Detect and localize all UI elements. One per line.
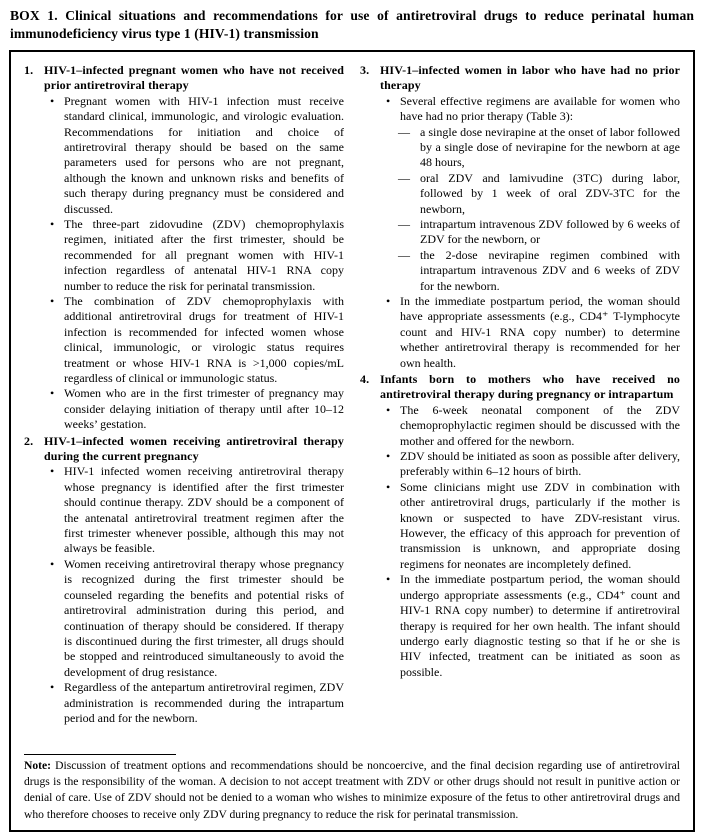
bullet-icon: • (386, 93, 391, 108)
bullet-icon: • (50, 464, 55, 479)
bullet-item (24, 386, 344, 432)
bullet-item (24, 557, 344, 680)
bullet-icon: • (386, 402, 391, 417)
dash-icon: — (398, 124, 410, 139)
bullet-icon: • (50, 680, 55, 695)
bullet-icon: • (386, 293, 391, 308)
bullet-item (360, 294, 680, 371)
bullet-text: Pregnant women with HIV-1 infection must receive standard clinical, immunologic, and virologic evaluation. Recommendations for initiation and choice of antiretroviral therapy should be based on the same parameters used for persons who are not pregnant, although the known and unknown risks and benefits of such therapy during pregnancy must be considered and discussed. (64, 93, 344, 216)
numbered-item-3 (360, 63, 680, 371)
bullet-icon: • (50, 293, 55, 308)
sub-item (360, 217, 680, 248)
dash-icon: — (398, 170, 410, 185)
item-number: 4. (360, 372, 370, 386)
bullet-icon: • (386, 479, 391, 494)
item-heading: 2. HIV-1–infected women receiving antiretroviral therapy during the current pregnancy (24, 433, 344, 464)
sub-item (360, 171, 680, 217)
sub-item (360, 125, 680, 171)
bullet-text: Several effective regimens are available for women who have had no prior therapy (Table 3): (400, 93, 680, 124)
subitem-text: a single dose nevirapine at the onset of labor followed by a single dose of nevirapine for the newborn at age 48 hours, (420, 124, 680, 170)
bullet-text: The 6-week neonatal component of the ZDV chemoprophylactic regimen should be discussed with the mother and offered for the newborn. (400, 402, 680, 448)
bullet-text: Regardless of the antepartum antiretroviral regimen, ZDV administration is recommended during the intrapartum period and for the newborn. (64, 680, 344, 725)
column-left (24, 63, 344, 750)
footnote-divider (24, 754, 176, 755)
bullet-icon: • (50, 386, 55, 401)
bullet-item (24, 464, 344, 556)
item-heading: 1. HIV-1–infected pregnant women who have not received prior antiretroviral therapy (24, 62, 344, 93)
numbered-item-1 (24, 63, 344, 433)
bullet-icon: • (386, 572, 391, 587)
footnote-block (24, 754, 680, 823)
item-number: 3. (360, 62, 370, 77)
numbered-item-4 (360, 372, 680, 680)
bullet-item (360, 94, 680, 125)
subitem-text: intrapartum intravenous ZDV followed by 6 weeks of ZDV for the newborn, or (420, 216, 680, 247)
bullet-text: The three-part zidovudine (ZDV) chemoprophylaxis regimen, initiated after the first trimester, should be recommended for all pregnant women with HIV-1 infection regardless of antenatal HIV-1 RNA copy number to reduce the risk for perinatal transmission. (64, 216, 344, 293)
item-heading: 3. HIV-1–infected women in labor who have had no prior therapy (360, 62, 680, 93)
bullet-text: In the immediate postpartum period, the woman should undergo appropriate assessments (e.g., CD4⁺ count and HIV-1 RNA copy number) to determine if antiretroviral therapy is required for her own health. The infant should undergo early diagnostic testing so that if he or she is HIV infected, treatment can be initiated as soon as possible. (400, 572, 680, 679)
dash-icon: — (398, 247, 410, 262)
numbered-item-2 (24, 434, 344, 727)
bullet-item (24, 294, 344, 386)
dash-icon: — (398, 216, 410, 231)
note-body: Discussion of treatment options and recommendations should be noncoercive, and the final decision regarding use of antiretroviral drugs is the responsibility of the woman. A decision to not accept treatment with ZDV or other drugs should not result in punitive action or denial of care. Use of ZDV should not be denied to a woman who wishes to minimize exposure of the fetus to other antiretroviral drugs and who therefore chooses to receive only ZDV during pregnancy to reduce the risk for perinatal transmission. (24, 759, 681, 821)
bullet-item (24, 217, 344, 294)
item-number: 2. (24, 433, 34, 448)
bullet-item (360, 403, 680, 449)
bullet-icon: • (386, 449, 391, 464)
bullet-text: Some clinicians might use ZDV in combination with other antiretroviral drugs, particularly if the mother is known or suspected to have ZDV-resistant virus. However, the efficacy of this approach for prevention of transmission is unknown, and appropriate dosing regimens for neonates are incompletely defined. (400, 479, 680, 571)
subitem-text: oral ZDV and lamivudine (3TC) during labor, followed by 1 week of oral ZDV-3TC for the newborn, (420, 170, 680, 216)
bullet-text: In the immediate postpartum period, the woman should have appropriate assessments (e.g., CD4⁺ T-lymphocyte count and HIV-1 RNA copy number) to determine whether antiretroviral therapy is recommended for her own health. (400, 293, 680, 370)
bullet-icon: • (50, 93, 55, 108)
item-heading: 4. Infants born to mothers who have received no antiretroviral therapy during pregnancy or intrapartum (360, 372, 680, 402)
bullet-item (360, 480, 680, 572)
sub-item (360, 248, 680, 294)
bullet-icon: • (50, 216, 55, 231)
bullet-item (360, 449, 680, 480)
bullet-text: ZDV should be initiated as soon as possible after delivery, preferably within 6–12 hours of birth. (400, 449, 680, 479)
box-title: BOX 1. Clinical situations and recommendations for use of antiretroviral drugs to reduce perinatal human immunodeficiency virus type 1 (HIV-1) transmission (10, 8, 694, 41)
bullet-item (360, 572, 680, 680)
bullet-text: HIV-1 infected women receiving antiretroviral therapy whose pregnancy is identified after the first trimester should continue therapy. ZDV should be a component of the antenatal antiretroviral treatment regimen after the first trimester whenever possible, although this may not always be feasible. (64, 464, 344, 556)
subitem-text: the 2-dose nevirapine regimen combined with intrapartum intravenous ZDV and 6 weeks of ZDV for the newborn. (420, 247, 680, 293)
two-column-layout (24, 63, 680, 750)
bullet-text: Women receiving antiretroviral therapy whose pregnancy is recognized during the first trimester should be counseled regarding the benefits and potential risks of antiretroviral administration during this period, and continuation of therapy should be considered. If therapy is discontinued during the first trimester, all drugs should be stopped and reintroduced simultaneously to avoid the development of drug resistance. (64, 556, 344, 679)
bullet-icon: • (50, 556, 55, 571)
bullet-item (24, 94, 344, 217)
bullet-text: Women who are in the first trimester of pregnancy may consider delaying initiation of therapy until after 10–12 weeks’ gestation. (64, 386, 344, 432)
note-text (24, 758, 680, 823)
bullet-item (24, 680, 344, 726)
recommendations-box (9, 50, 695, 832)
column-right (360, 63, 680, 750)
bullet-text: The combination of ZDV chemoprophylaxis with additional antiretroviral drugs for treatment of HIV-1 infection is recommended for infected women whose clinical, immunologic, or virologic status requires treatment or whose HIV-1 RNA is >1,000 copies/mL regardless of clinical or immunologic status. (64, 293, 344, 385)
item-number: 1. (24, 62, 34, 77)
note-label: Note: (24, 759, 52, 772)
